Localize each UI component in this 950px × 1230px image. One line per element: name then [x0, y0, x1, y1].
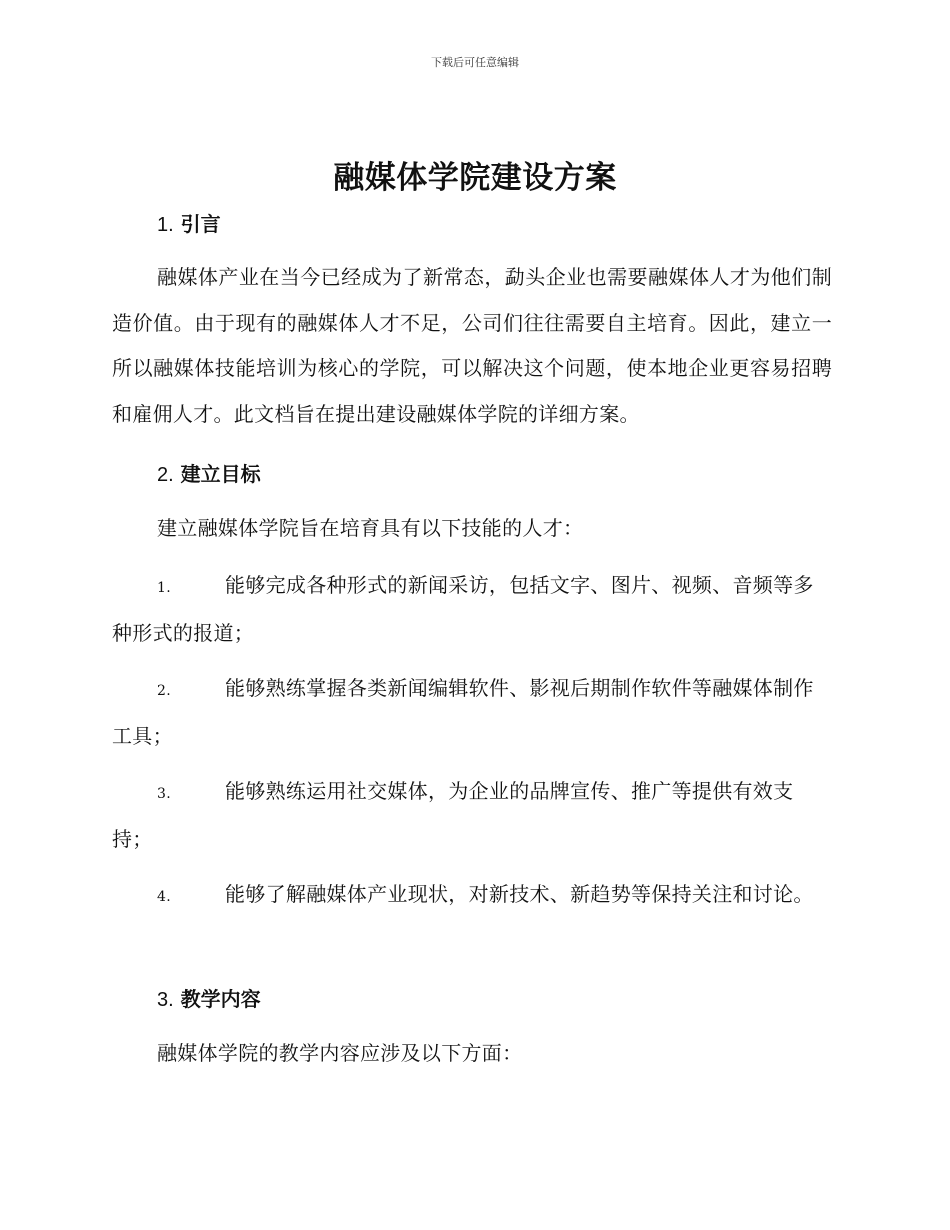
- list-text: 能够熟练掌握各类新闻编辑软件、影视后期制作软件等融媒体制作工具；: [112, 676, 814, 748]
- section-title: 教学内容: [180, 987, 261, 1011]
- list-number: 3.: [157, 786, 171, 802]
- section-heading-goals: [157, 458, 261, 487]
- list-number: 1.: [157, 580, 171, 596]
- section-heading-teaching-content: [157, 983, 261, 1012]
- header-note: 下载后可任意编辑: [431, 56, 519, 69]
- section-title: 引言: [180, 212, 221, 236]
- list-text: 能够熟练运用社交媒体，为企业的品牌宣传、推广等提供有效支持；: [112, 779, 794, 851]
- section-number: 2.: [157, 464, 174, 486]
- list-item: [112, 872, 832, 920]
- section-number: 3.: [157, 989, 174, 1011]
- section-number: 1.: [157, 214, 174, 236]
- list-number: 4.: [157, 889, 171, 905]
- document-title: 融媒体学院建设方案: [333, 160, 617, 196]
- list-item: [112, 563, 832, 656]
- section-title: 建立目标: [180, 462, 261, 486]
- list-item: [112, 769, 832, 862]
- teaching-content-intro: 融媒体学院的教学内容应涉及以下方面：: [157, 1041, 523, 1065]
- section-heading-introduction: [157, 208, 221, 237]
- introduction-paragraph: 融媒体产业在当今已经成为了新常态，勐头企业也需要融媒体人才为他们制造价值。由于现有的融媒体人才不足，公司们往往需要自主培育。因此，建立一所以融媒体技能培训为核心的学院，可以解决这个问题，使本地企业更容易招聘和雇佣人才。此文档旨在提出建设融媒体学院的详细方案。: [112, 265, 832, 426]
- list-item: [112, 666, 832, 759]
- list-number: 2.: [157, 683, 171, 699]
- list-text: 能够完成各种形式的新闻采访，包括文字、图片、视频、音频等多种形式的报道；: [112, 573, 814, 645]
- list-text: 能够了解融媒体产业现状，对新技术、新趋势等保持关注和讨论。: [225, 882, 814, 906]
- goals-intro: 建立融媒体学院旨在培育具有以下技能的人才：: [157, 516, 584, 540]
